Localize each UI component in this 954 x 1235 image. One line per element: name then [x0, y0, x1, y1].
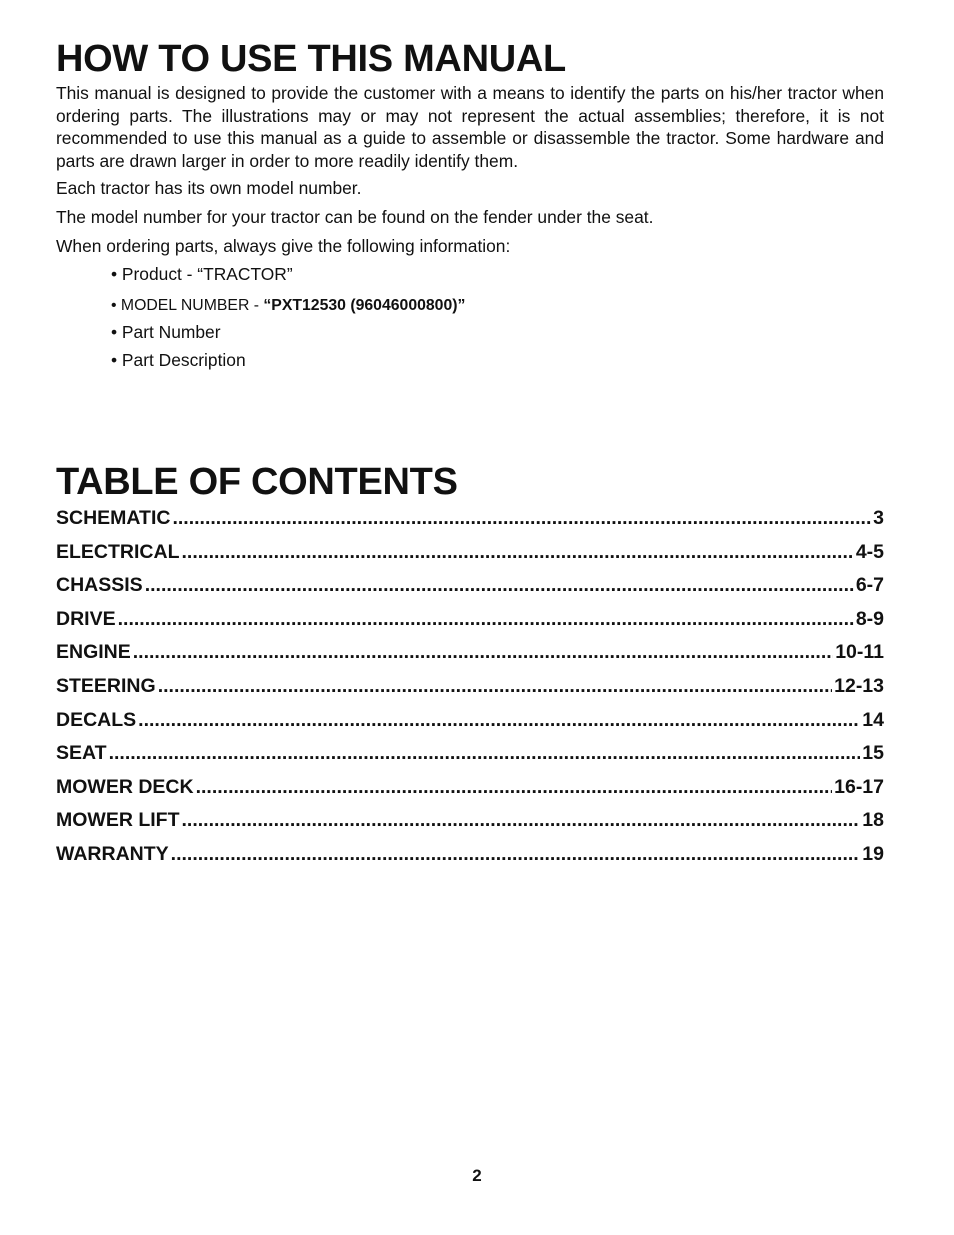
toc-entry-page: 6-7 — [855, 574, 884, 597]
toc-dot-leader — [118, 608, 854, 631]
toc-entry-chassis[interactable] — [56, 574, 884, 608]
toc-entry-page: 12-13 — [834, 674, 884, 697]
bullet-part-description: • Part Description — [111, 350, 246, 370]
toc-entry-label: SEAT — [56, 742, 107, 765]
toc-entry-label: CHASSIS — [56, 574, 143, 597]
toc-entry-page: 18 — [862, 809, 884, 832]
toc-entry-mower-deck[interactable] — [56, 776, 884, 810]
toc-dot-leader — [171, 843, 861, 866]
toc-entry-label: ENGINE — [56, 641, 131, 664]
toc-heading: TABLE OF CONTENTS — [56, 461, 458, 503]
toc-entry-drive[interactable] — [56, 608, 884, 642]
toc-dot-leader — [133, 641, 833, 664]
toc-entry-schematic[interactable] — [56, 507, 884, 541]
bullet-model-number — [111, 294, 465, 315]
toc-entry-page: 4-5 — [855, 540, 884, 563]
toc-entry-label: ELECTRICAL — [56, 540, 180, 563]
toc-entry-electrical[interactable] — [56, 541, 884, 575]
bullet-part-number: • Part Number — [111, 322, 221, 342]
intro-paragraph: This manual is designed to provide the customer with a means to identify the parts on his/her tractor when ordering parts. The illustrations may or may not represent the actual assemblies; therefore, it is not recommended to use this manual as a guide to assemble or disassemble the tractor. Some hardware and parts are drawn larger in order to more readily identify them. — [56, 83, 884, 171]
toc-entry-page: 19 — [862, 842, 884, 865]
toc-entry-label: MOWER DECK — [56, 775, 194, 798]
toc-dot-leader — [158, 675, 832, 698]
toc-dot-leader — [172, 507, 871, 530]
toc-entry-seat[interactable] — [56, 742, 884, 776]
toc-list — [56, 507, 884, 877]
model-number-label: • MODEL NUMBER - — [111, 297, 264, 314]
toc-dot-leader — [109, 742, 861, 765]
toc-entry-page: 14 — [862, 708, 884, 731]
bullet-product: • Product - “TRACTOR” — [111, 264, 293, 284]
toc-entry-label: DECALS — [56, 708, 137, 731]
toc-entry-label: WARRANTY — [56, 842, 169, 865]
toc-entry-steering[interactable] — [56, 675, 884, 709]
model-number-value: “PXT12530 (96046000800)” — [263, 297, 466, 314]
toc-entry-page: 10-11 — [835, 641, 884, 664]
toc-entry-engine[interactable] — [56, 641, 884, 675]
toc-entry-label: SCHEMATIC — [56, 507, 171, 529]
toc-dot-leader — [181, 809, 860, 832]
toc-entry-page: 15 — [862, 742, 884, 765]
toc-entry-page: 3 — [873, 507, 884, 529]
toc-dot-leader — [145, 574, 854, 597]
toc-entry-page: 8-9 — [855, 607, 884, 630]
toc-entry-page: 16-17 — [834, 775, 884, 798]
toc-entry-label: DRIVE — [56, 607, 116, 630]
toc-entry-mower-lift[interactable] — [56, 809, 884, 843]
toc-dot-leader — [196, 776, 833, 799]
manual-heading: HOW TO USE THIS MANUAL — [56, 38, 566, 80]
toc-entry-label: MOWER LIFT — [56, 809, 180, 832]
page-number: 2 — [472, 1166, 482, 1185]
toc-entry-label: STEERING — [56, 674, 156, 697]
ordering-note: When ordering parts, always give the following information: — [56, 236, 511, 256]
toc-entry-warranty[interactable] — [56, 843, 884, 877]
toc-dot-leader — [138, 709, 860, 732]
model-note: Each tractor has its own model number. — [56, 178, 362, 198]
toc-dot-leader — [182, 541, 854, 564]
location-note: The model number for your tractor can be found on the fender under the seat. — [56, 207, 654, 227]
toc-entry-decals[interactable] — [56, 709, 884, 743]
